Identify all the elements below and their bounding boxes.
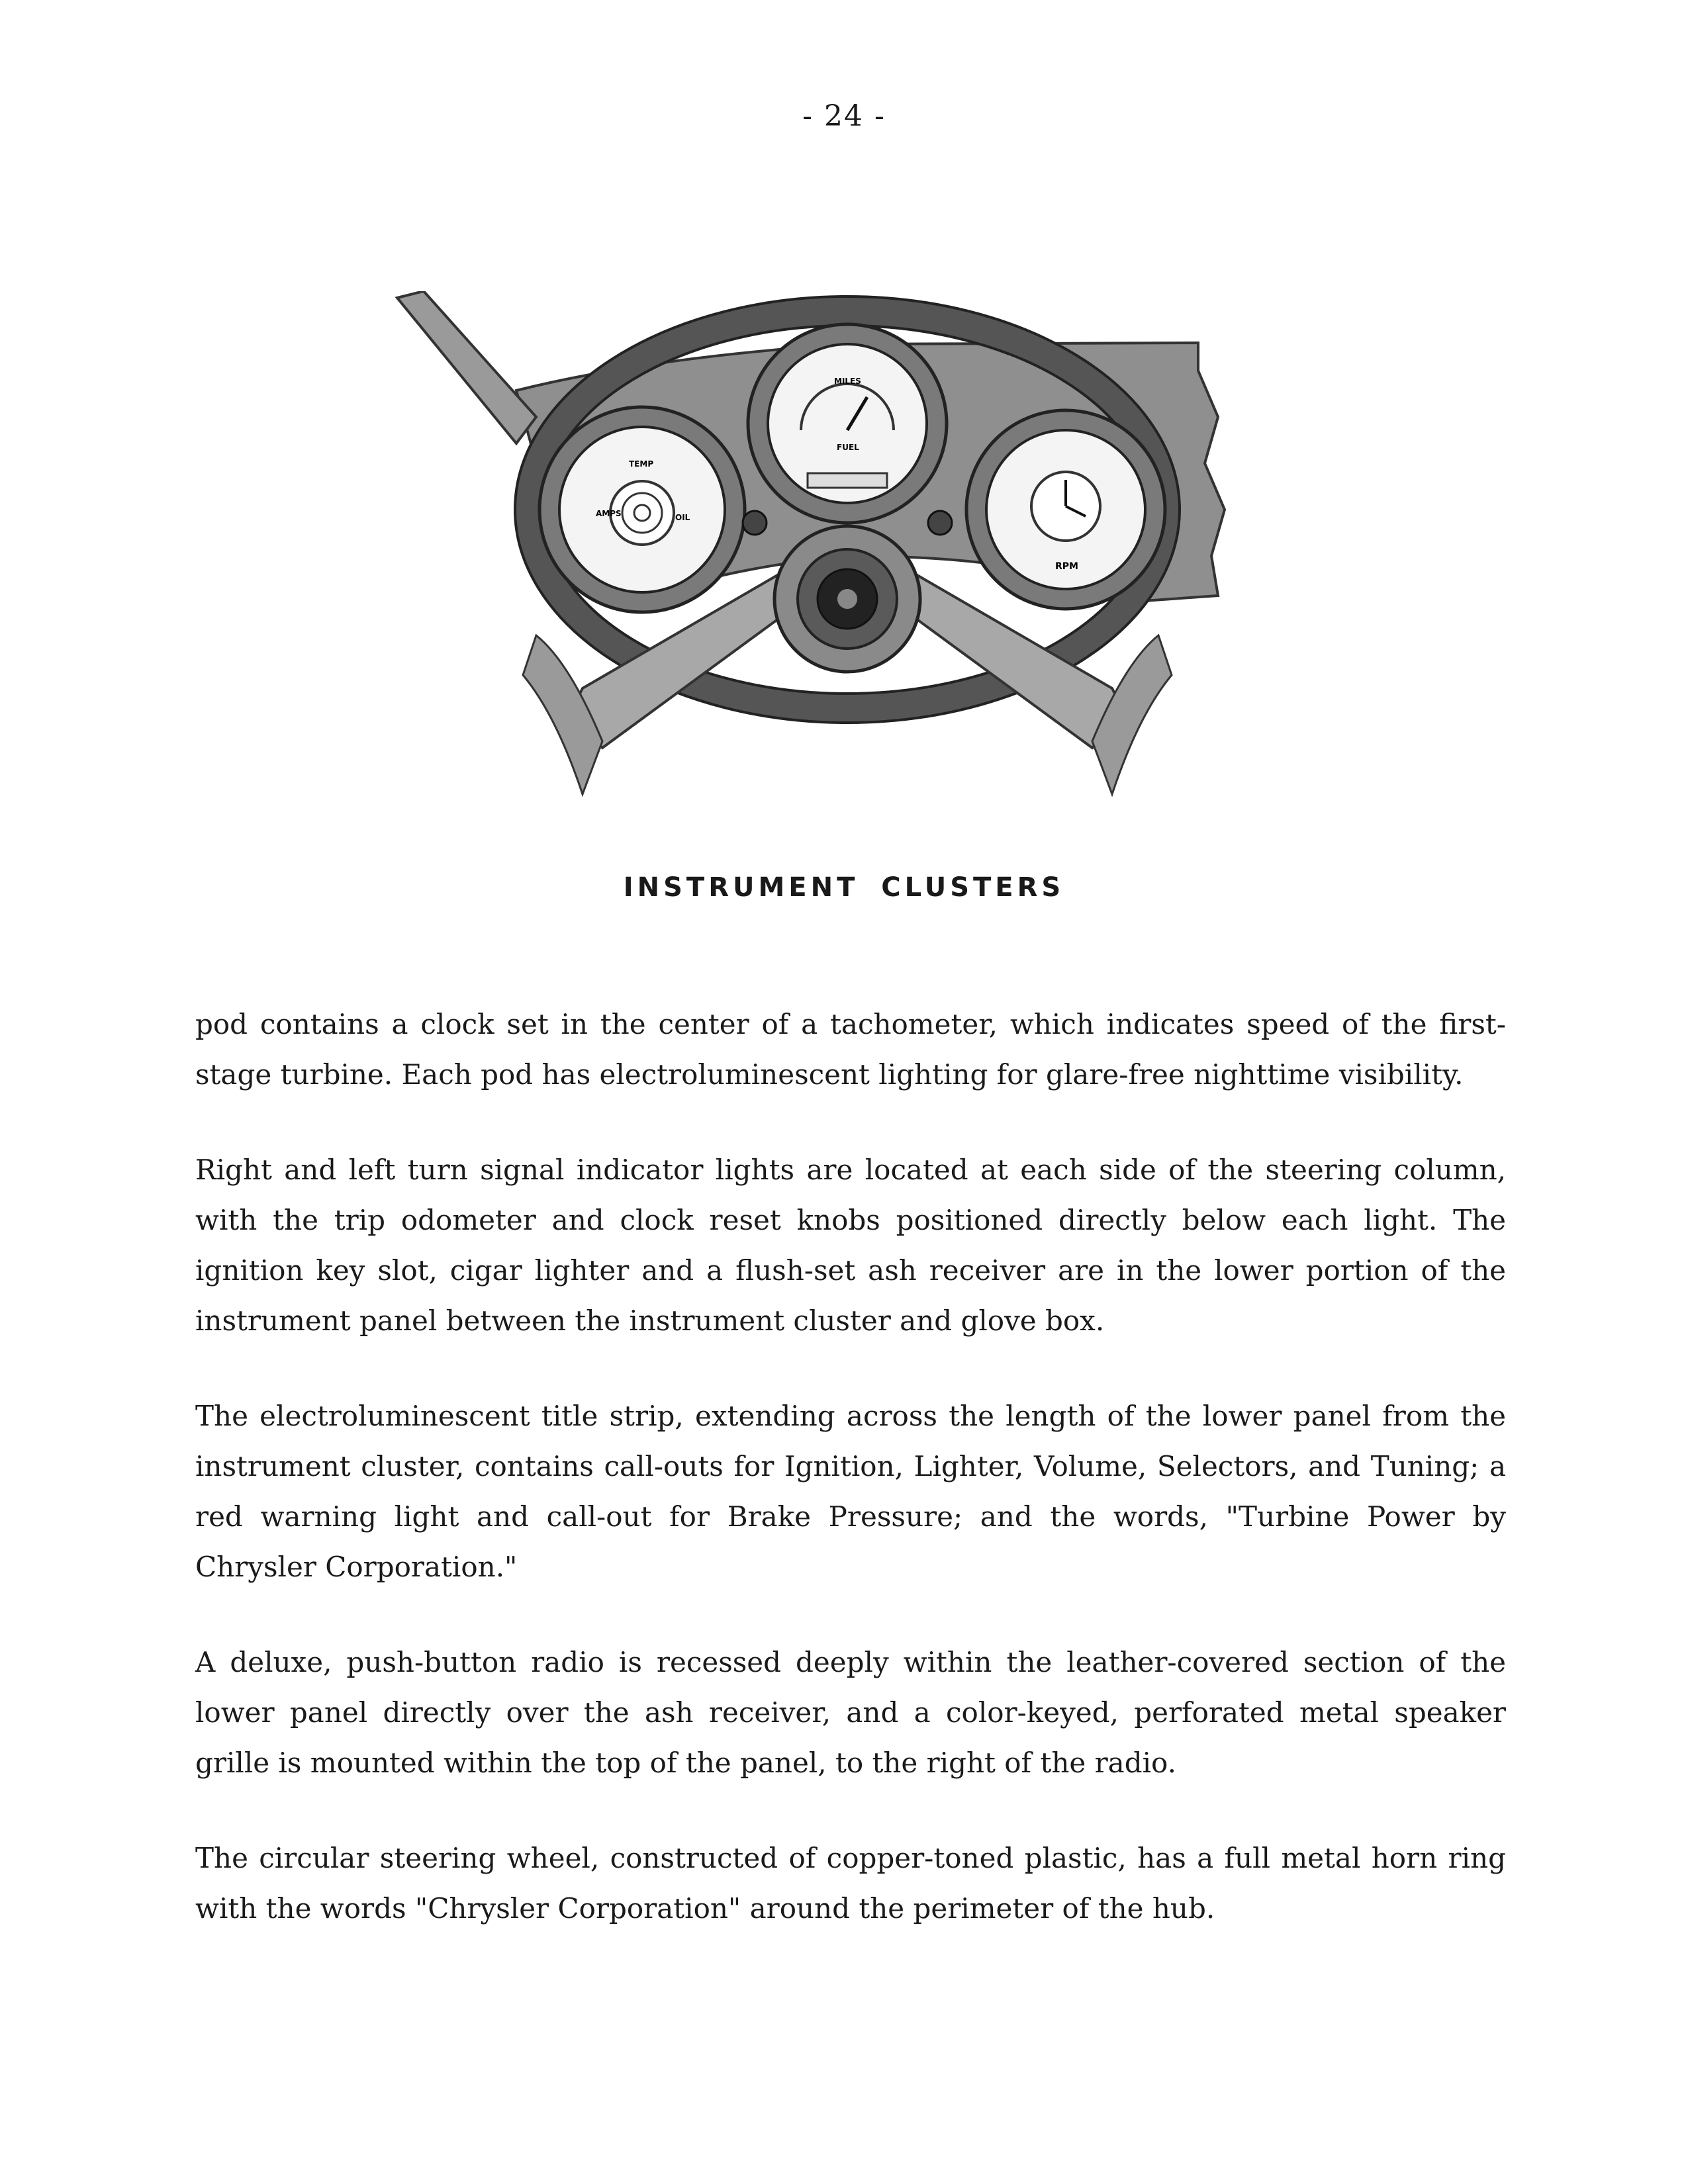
gauge-label-rpm: RPM [1055, 561, 1078, 572]
gauge-label-oil: OIL [675, 513, 690, 522]
body-text [195, 999, 1506, 1979]
gauge-label-temp: TEMP [629, 459, 654, 469]
paragraph: pod contains a clock set in the center of a tachometer, which indicates speed of the first-stage turbine. Each pod has electroluminescent lighting for glare-free nighttime visibility. [195, 1008, 1506, 1091]
paragraph: The circular steering wheel, constructed of copper-toned plastic, has a full metal horn ring with the words "Chrysler Corporation" around the perimeter of the hub. [195, 1842, 1506, 1925]
gauge-label-fuel: FUEL [837, 443, 859, 452]
page-number: - 24 - [802, 99, 886, 133]
figure-caption: INSTRUMENT CLUSTERS [623, 872, 1065, 903]
left-turn-indicator-icon [743, 511, 767, 535]
turn-signal-stalk [397, 291, 536, 443]
gauge-label-amps: AMPS [596, 509, 622, 518]
paragraph: The electroluminescent title strip, extending across the length of the lower panel from the instrument cluster, contains call-outs for Ignition, Lighter, Volume, Selectors, and Tuning; a red warning light and call-out for Brake Pressure; and the words, "Turbine Power by Chrysler Corporation." [195, 1400, 1506, 1583]
right-turn-indicator-icon [928, 511, 952, 535]
gauge-label-miles: MILES [834, 377, 861, 386]
instrument-cluster-illustration [384, 291, 1509, 834]
paragraph: A deluxe, push-button radio is recessed deeply within the leather-covered section of the lower panel directly over the ash receiver, and a color-keyed, perforated metal speaker grille is mounted within the top of the panel, to the right of the radio. [195, 1646, 1506, 1779]
paragraph: Right and left turn signal indicator lights are located at each side of the steering column, with the trip odometer and clock reset knobs positioned directly below each light. The ignition key slot, cigar lighter and a flush-set ash receiver are in the lower portion of the instrument panel between the instrument cluster and glove box. [195, 1154, 1506, 1337]
